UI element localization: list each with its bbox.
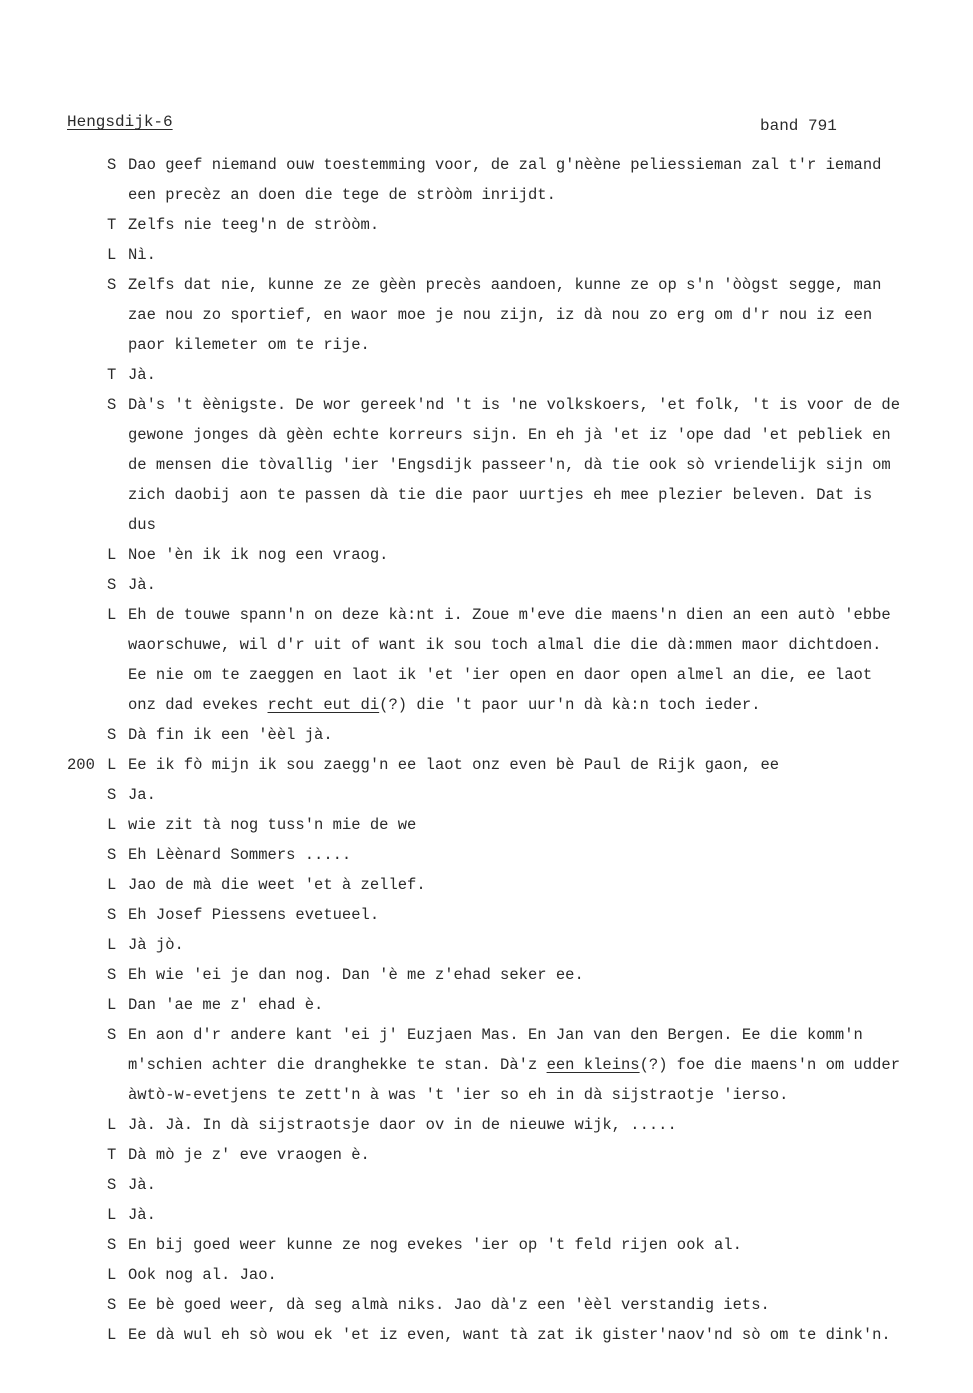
utterance-line: een precèz an doen die tege de stròòm inrijdt. bbox=[128, 186, 556, 204]
speaker-label: L bbox=[107, 546, 117, 564]
speaker-label: S bbox=[107, 1026, 117, 1044]
utterance-line: Zelfs dat nie, kunne ze ze gèèn precès aandoen, kunne ze op s'n 'òògst segge, man bbox=[128, 276, 882, 294]
utterance-line: Noe 'èn ik ik nog een vraog. bbox=[128, 546, 389, 564]
speaker-turn bbox=[0, 1290, 968, 1320]
speaker-label: S bbox=[107, 846, 117, 864]
speaker-label: L bbox=[107, 936, 117, 954]
utterance-line: Ook nog al. Jao. bbox=[128, 1266, 277, 1284]
speaker-label: S bbox=[107, 396, 117, 414]
speaker-turn bbox=[0, 810, 968, 840]
speaker-turn bbox=[0, 1200, 968, 1230]
speaker-turn bbox=[0, 1110, 968, 1140]
speaker-turn bbox=[0, 270, 968, 360]
speaker-turn bbox=[0, 1260, 968, 1290]
transcript-body bbox=[0, 150, 973, 1350]
speaker-turn bbox=[0, 1020, 968, 1110]
utterance-text: (?) die 't paor uur'n dà kà:n toch ieder. bbox=[379, 696, 761, 714]
speaker-label: S bbox=[107, 1176, 117, 1194]
utterance-line: Jao de mà die weet 'et à zellef. bbox=[128, 876, 426, 894]
speaker-turn bbox=[0, 540, 968, 570]
speaker-label: S bbox=[107, 1236, 117, 1254]
utterance-line: Dao geef niemand ouw toestemming voor, de zal g'nèène peliessieman zal t'r iemand bbox=[128, 156, 882, 174]
speaker-turn bbox=[0, 150, 968, 210]
utterance-line: Jà. bbox=[128, 1206, 156, 1224]
speaker-turn bbox=[0, 840, 968, 870]
speaker-turn bbox=[0, 900, 968, 930]
utterance-line: waorschuwe, wil d'r uit of want ik sou toch almal die die dà:mmen maor dichtdoen. bbox=[128, 636, 882, 654]
utterance-text: m'schien achter die dranghekke te stan. Dà'z bbox=[128, 1056, 547, 1074]
utterance-line: Jà. bbox=[128, 1176, 156, 1194]
utterance-line: Jà. Jà. In dà sijstraotsje daor ov in de nieuwe wijk, ..... bbox=[128, 1116, 677, 1134]
speaker-label: L bbox=[107, 606, 117, 624]
utterance-line: Ee nie om te zaeggen en laot ik 'et 'ier open en daor open almel an die, ee laot bbox=[128, 666, 873, 684]
speaker-label: L bbox=[107, 996, 117, 1014]
utterance-line: Dan 'ae me z' ehad è. bbox=[128, 996, 324, 1014]
speaker-label: L bbox=[107, 246, 117, 264]
speaker-turn bbox=[0, 240, 968, 270]
utterance-line: Eh Josef Piessens evetueel. bbox=[128, 906, 380, 924]
speaker-turn bbox=[0, 360, 968, 390]
utterance-line: paor kilemeter om te rije. bbox=[128, 336, 370, 354]
speaker-turn bbox=[0, 570, 968, 600]
speaker-turn bbox=[0, 600, 968, 720]
underlined-uncertain-text: recht eut di bbox=[267, 696, 380, 714]
speaker-turn bbox=[0, 1140, 968, 1170]
utterance-line: àwtò-w-evetjens te zett'n à was 't 'ier so eh in dà sijstraotje 'ierso. bbox=[128, 1086, 789, 1104]
utterance-line: Ee dà wul eh sò wou ek 'et iz even, want tà zat ik gister'naov'nd sò om te dink'n. bbox=[128, 1326, 891, 1344]
speaker-label: T bbox=[107, 366, 117, 384]
speaker-turn bbox=[0, 390, 968, 540]
speaker-turn bbox=[0, 1230, 968, 1260]
speaker-turn bbox=[0, 870, 968, 900]
utterance-line: Nì. bbox=[128, 246, 156, 264]
speaker-turn bbox=[0, 1170, 968, 1200]
utterance-line: de mensen die tòvallig 'ier 'Engsdijk passeer'n, dà tie ook sò vriendelijk sijn om bbox=[128, 456, 891, 474]
utterance-line: Ee bè goed weer, dà seg almà niks. Jao dà'z een 'èèl verstandig iets. bbox=[128, 1296, 770, 1314]
speaker-label: L bbox=[107, 816, 117, 834]
utterance-line: zich daobij aon te passen dà tie die paor uurtjes eh mee plezier beleven. Dat is bbox=[128, 486, 873, 504]
speaker-label: S bbox=[107, 726, 117, 744]
speaker-label: S bbox=[107, 156, 117, 174]
utterance-line: Ee ik fò mijn ik sou zaegg'n ee laot onz even bè Paul de Rijk gaon, ee bbox=[128, 756, 780, 774]
speaker-turn bbox=[0, 720, 968, 750]
utterance-line: Dà fin ik een 'èèl jà. bbox=[128, 726, 333, 744]
utterance-line: Dà's 't èènigste. De wor gereek'nd 't is 'ne volkskoers, 'et folk, 't is voor de de bbox=[128, 396, 901, 414]
utterance-line: gewone jonges dà gèèn echte korreurs sijn. En eh jà 'et iz 'ope dad 'et pebliek en bbox=[128, 426, 891, 444]
utterance-line: En aon d'r andere kant 'ei j' Euzjaen Mas. En Jan van den Bergen. Ee die komm'n bbox=[128, 1026, 863, 1044]
utterance-text: onz dad evekes bbox=[128, 696, 268, 714]
utterance-line: zae nou zo sportief, en waor moe je nou zijn, iz dà nou zo erg om d'r nou iz een bbox=[128, 306, 873, 324]
speaker-label: S bbox=[107, 906, 117, 924]
speaker-label: L bbox=[107, 1326, 117, 1344]
speaker-turn bbox=[0, 750, 968, 780]
speaker-label: S bbox=[107, 276, 117, 294]
speaker-label: S bbox=[107, 786, 117, 804]
utterance-line: Ja. bbox=[128, 786, 156, 804]
utterance-line: Zelfs nie teeg'n de stròòm. bbox=[128, 216, 380, 234]
utterance-line: wie zit tà nog tuss'n mie de we bbox=[128, 816, 417, 834]
utterance-line bbox=[128, 1050, 968, 1080]
underlined-uncertain-text: een kleins bbox=[546, 1056, 640, 1074]
speaker-label: L bbox=[107, 1266, 117, 1284]
speaker-label: L bbox=[107, 756, 117, 774]
speaker-turn bbox=[0, 1320, 968, 1350]
line-number: 200 bbox=[67, 756, 95, 774]
speaker-label: S bbox=[107, 1296, 117, 1314]
speaker-turn bbox=[0, 990, 968, 1020]
utterance-line: En bij goed weer kunne ze nog evekes 'ier op 't feld rijen ook al. bbox=[128, 1236, 742, 1254]
utterance-line: Jà. bbox=[128, 366, 156, 384]
utterance-line: Eh wie 'ei je dan nog. Dan 'è me z'ehad seker ee. bbox=[128, 966, 584, 984]
document-title: Hengsdijk-6 bbox=[67, 113, 173, 131]
speaker-label: T bbox=[107, 216, 117, 234]
speaker-turn bbox=[0, 960, 968, 990]
utterance-line: dus bbox=[128, 516, 156, 534]
utterance-line: Eh de touwe spann'n on deze kà:nt i. Zoue m'eve die maens'n dien an een autò 'ebbe bbox=[128, 606, 891, 624]
speaker-label: S bbox=[107, 576, 117, 594]
speaker-label: L bbox=[107, 1116, 117, 1134]
utterance-line: Dà mò je z' eve vraogen è. bbox=[128, 1146, 370, 1164]
speaker-turn bbox=[0, 210, 968, 240]
utterance-line: Jà jò. bbox=[128, 936, 184, 954]
speaker-turn bbox=[0, 930, 968, 960]
utterance-line: Eh Lèènard Sommers ..... bbox=[128, 846, 352, 864]
tape-number: band 791 bbox=[760, 117, 837, 135]
speaker-label: L bbox=[107, 1206, 117, 1224]
utterance-line bbox=[128, 690, 968, 720]
speaker-turn bbox=[0, 780, 968, 810]
speaker-label: L bbox=[107, 876, 117, 894]
utterance-text: (?) foe die maens'n om udder bbox=[639, 1056, 901, 1074]
speaker-label: T bbox=[107, 1146, 117, 1164]
speaker-label: S bbox=[107, 966, 117, 984]
utterance-line: Jà. bbox=[128, 576, 156, 594]
